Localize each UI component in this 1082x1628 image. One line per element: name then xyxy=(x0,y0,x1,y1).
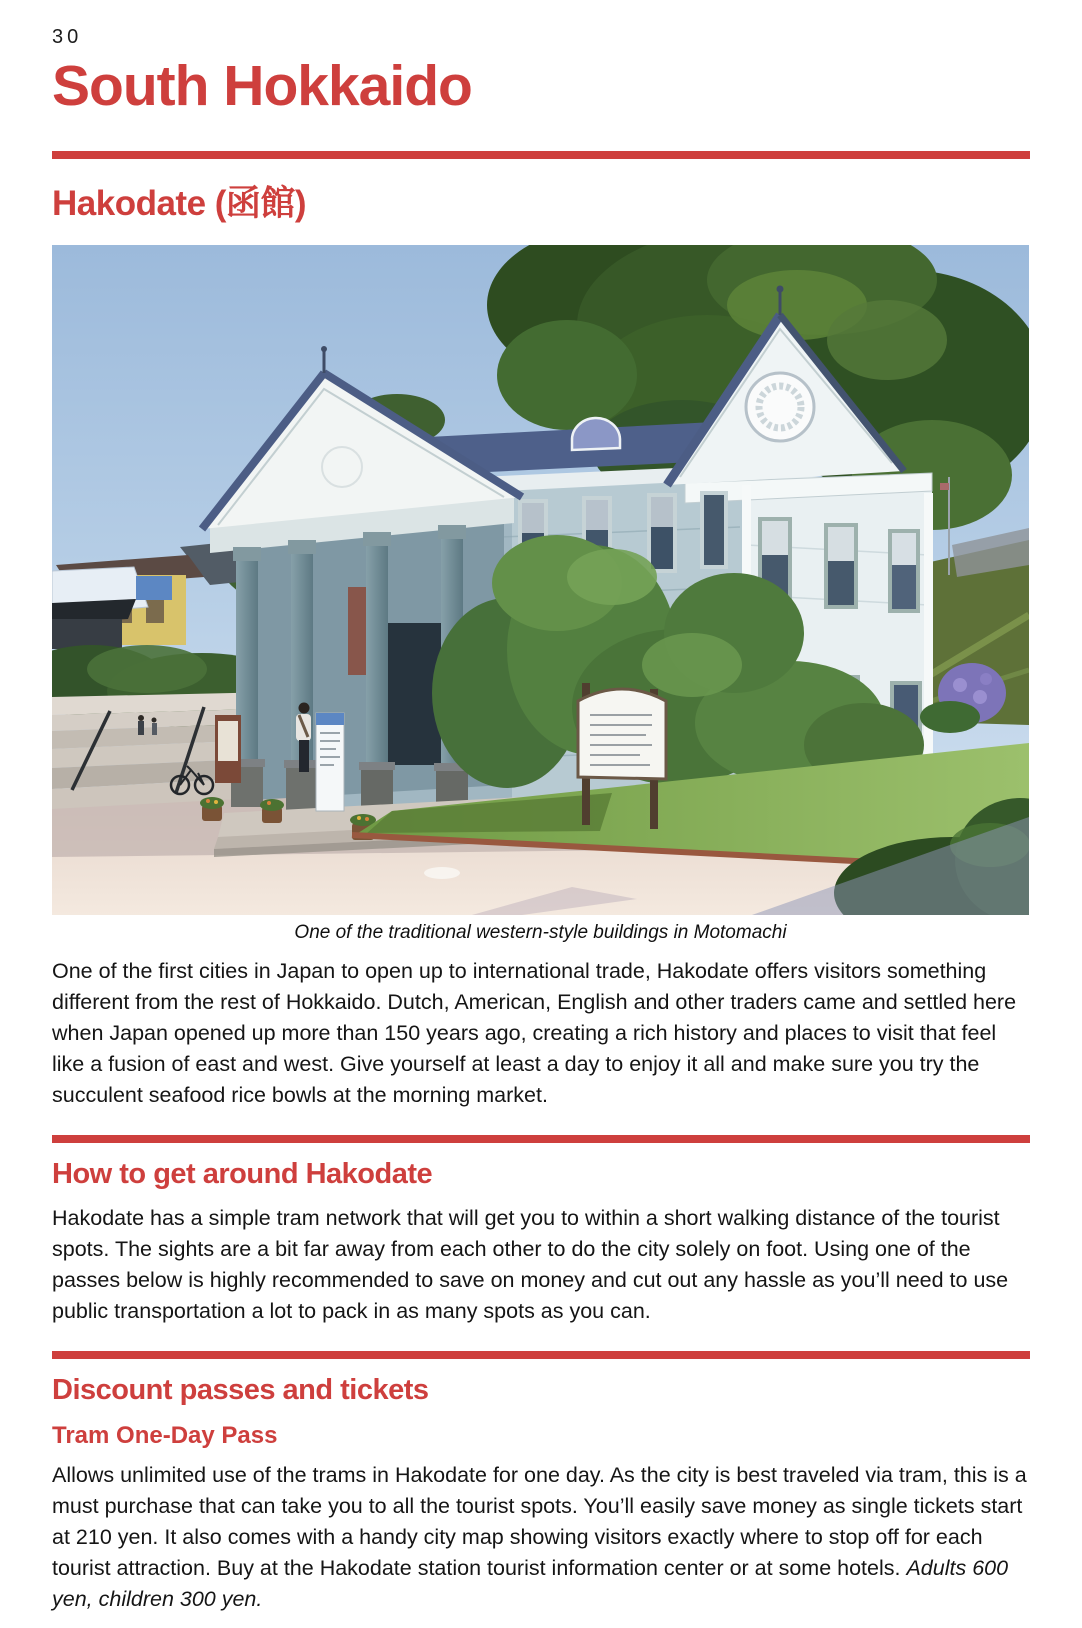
building-photo-illustration xyxy=(52,245,1029,915)
section-divider-3 xyxy=(52,1351,1030,1359)
getting-around-paragraph: Hakodate has a simple tram network that will get you to within a short walking distance of the tourist spots. The sights are a bit far away from each other to do the city solely on foot. Using one of the passes below is highly recommended to save on money and cut out any hassle as you’ll need to use public transportation a lot to pack in as many spots as you can. xyxy=(52,1205,1009,1323)
section-divider-1 xyxy=(52,151,1030,159)
page-title: South Hokkaido xyxy=(52,54,472,118)
page-number: 30 xyxy=(52,26,83,48)
getting-around-heading: How to get around Hakodate xyxy=(52,1157,433,1190)
tram-pass-subheading: Tram One-Day Pass xyxy=(52,1421,278,1449)
tram-pass-price-note: Adults 600 yen, children 300 yen. xyxy=(52,1555,1009,1611)
tram-pass-body: Allows unlimited use of the trams in Hakodate for one day. As the city is best traveled via tram, this is a must purchase that can take you to all the tourist spots. You’ll easily save money as single tickets start at 210 yen. It also comes with a handy city map showing visitors exactly where to stop off for each tourist attraction. Buy at the Hakodate station tourist information center or at some hotels. xyxy=(52,1462,1027,1580)
section-divider-2 xyxy=(52,1135,1030,1143)
discount-passes-heading: Discount passes and tickets xyxy=(52,1373,429,1406)
photo-caption: One of the traditional western-style buildings in Motomachi xyxy=(294,921,787,943)
hakodate-heading: Hakodate (函館) xyxy=(52,183,307,223)
hakodate-intro-paragraph: One of the first cities in Japan to open up to international trade, Hakodate offers visitors something different from the rest of Hokkaido. Dutch, American, English and other traders came and settled here when Japan opened up more than 150 years ago, creating a rich history and places to visit that feel like a fusion of east and west. Give yourself at least a day to enjoy it all and make sure you try the succulent seafood rice bowls at the morning market. xyxy=(52,958,1017,1107)
tram-pass-paragraph xyxy=(52,1460,1030,1615)
hakodate-photo xyxy=(52,245,1029,944)
